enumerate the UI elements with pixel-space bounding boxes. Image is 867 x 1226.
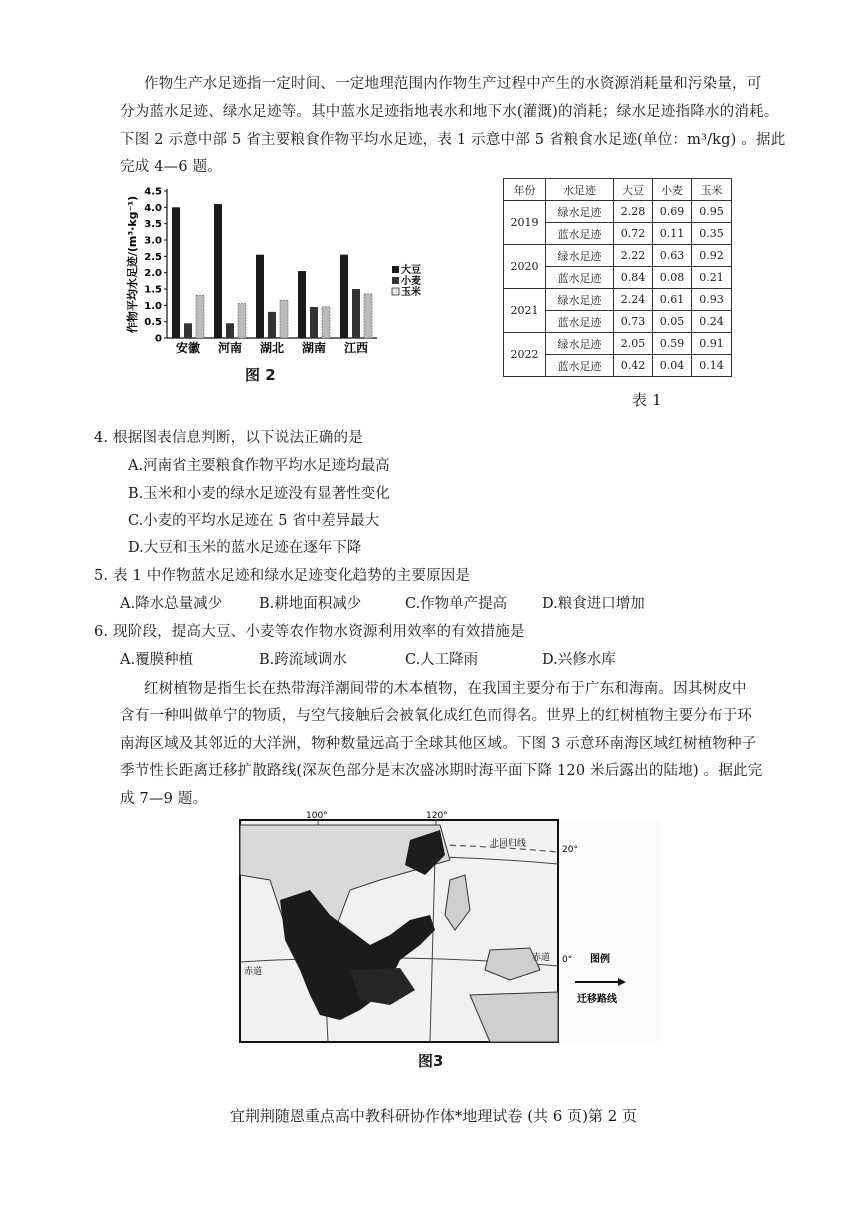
legend-swatch xyxy=(392,277,399,284)
y-tick-label: 0 xyxy=(155,333,162,345)
bar-大豆 xyxy=(298,271,306,338)
table1-header-soybean: 大豆 xyxy=(614,179,653,201)
map-legend-label: 迁移路线 xyxy=(577,994,617,1005)
lon-label-100: 100° xyxy=(306,811,328,821)
intro2-line-4: 季节性长距离迁移扩散路线(深灰色部分是末次盛冰期时海平面下降 120 米后露出的陆地) 。据此完 xyxy=(120,763,763,779)
table1-cell: 2.28 xyxy=(614,201,653,223)
legend-swatch xyxy=(392,288,399,295)
lon-label-120: 120° xyxy=(426,811,448,821)
y-tick-label: 4.5 xyxy=(144,186,162,198)
table1-cell: 2.22 xyxy=(614,245,653,267)
bar-大豆 xyxy=(340,255,348,338)
table1-type: 蓝水足迹 xyxy=(546,355,614,377)
table1-cell: 0.92 xyxy=(692,245,732,267)
lat-label-20: 20° xyxy=(562,845,578,855)
table1-cell: 0.08 xyxy=(653,267,692,289)
table1-cell: 2.24 xyxy=(614,289,653,311)
q6-stem: 6. 现阶段，提高大豆、小麦等农作物水资源利用效率的有效措施是 xyxy=(94,624,525,640)
q4-option-a: A.河南省主要粮食作物平均水足迹均最高 xyxy=(128,458,390,474)
q5-option-b: B.耕地面积减少 xyxy=(259,596,362,612)
table1-header-type: 水足迹 xyxy=(546,179,614,201)
table1-cell: 0.63 xyxy=(653,245,692,267)
y-tick-label: 0.5 xyxy=(144,317,162,329)
table1-cell: 0.21 xyxy=(692,267,732,289)
table1-cell: 0.84 xyxy=(614,267,653,289)
q6-option-c: C.人工降雨 xyxy=(405,652,479,668)
table1 xyxy=(503,178,732,377)
table1-cell: 0.72 xyxy=(614,223,653,245)
table1-cell: 0.04 xyxy=(653,355,692,377)
table-row xyxy=(504,245,732,267)
y-tick-label: 3.5 xyxy=(144,219,162,231)
figure2-bar-chart xyxy=(122,188,457,388)
bar-小麦 xyxy=(268,312,276,338)
equator-label-right: 赤道 xyxy=(532,953,551,963)
table1-year: 2019 xyxy=(504,201,546,245)
y-tick-label: 2.0 xyxy=(144,268,162,280)
table-row xyxy=(504,289,732,311)
table1-cell: 0.91 xyxy=(692,333,732,355)
bar-玉米 xyxy=(280,300,288,338)
bar-玉米 xyxy=(238,304,246,338)
table1-cell: 2.05 xyxy=(614,333,653,355)
table-row xyxy=(504,201,732,223)
x-tick-label: 湖南 xyxy=(301,341,327,355)
bar-玉米 xyxy=(196,296,204,338)
equator-label-left: 赤道 xyxy=(244,967,263,977)
legend-label: 玉米 xyxy=(401,287,421,298)
y-tick-label: 1.5 xyxy=(144,284,162,296)
bar-小麦 xyxy=(184,323,192,338)
table1-type: 绿水足迹 xyxy=(546,245,614,267)
bar-大豆 xyxy=(256,255,264,338)
table1-header-year: 年份 xyxy=(504,179,546,201)
table1-cell: 0.69 xyxy=(653,201,692,223)
page-footer: 宜荆荆随恩重点高中教科研协作体*地理试卷 (共 6 页)第 2 页 xyxy=(229,1107,638,1125)
figure3-map xyxy=(240,811,660,1042)
x-tick-label: 河南 xyxy=(217,341,243,355)
map-legend-title: 图例 xyxy=(590,954,610,965)
table1-cell: 0.14 xyxy=(692,355,732,377)
table1-header-wheat: 小麦 xyxy=(653,179,692,201)
q6-option-d: D.兴修水库 xyxy=(542,652,616,668)
figure2-caption: 图 2 xyxy=(245,366,276,384)
bar-玉米 xyxy=(322,307,330,338)
table1-cell: 0.95 xyxy=(692,201,732,223)
bar-小麦 xyxy=(226,323,234,338)
legend-label: 小麦 xyxy=(401,276,421,287)
table1-type: 绿水足迹 xyxy=(546,333,614,355)
table1-cell: 0.05 xyxy=(653,311,692,333)
table1-cell: 0.73 xyxy=(614,311,653,333)
table1-type: 绿水足迹 xyxy=(546,201,614,223)
q5-option-c: C.作物单产提高 xyxy=(405,596,508,612)
y-tick-label: 1.0 xyxy=(144,300,162,312)
table1-header-row xyxy=(504,179,732,201)
table1-type: 绿水足迹 xyxy=(546,289,614,311)
bar-小麦 xyxy=(310,307,318,338)
q4-stem: 4. 根据图表信息判断，以下说法正确的是 xyxy=(94,430,363,446)
legend-swatch xyxy=(392,266,399,273)
y-tick-label: 2.5 xyxy=(144,251,162,263)
table1-cell: 0.93 xyxy=(692,289,732,311)
table1-cell: 0.59 xyxy=(653,333,692,355)
y-tick-label: 3.0 xyxy=(144,235,162,247)
intro2-line-3: 南海区域及其邻近的大洋洲，物种数量远高于全球其他区域。下图 3 示意环南海区域红树植物种子 xyxy=(120,736,757,752)
table1-type: 蓝水足迹 xyxy=(546,311,614,333)
x-tick-label: 安徽 xyxy=(175,341,201,355)
table1-type: 蓝水足迹 xyxy=(546,223,614,245)
intro-line-2: 分为蓝水足迹、绿水足迹等。其中蓝水足迹指地表水和地下水(灌溉)的消耗；绿水足迹指降水的消耗。 xyxy=(120,104,779,120)
table1-cell: 0.42 xyxy=(614,355,653,377)
x-tick-label: 湖北 xyxy=(259,341,285,355)
q5-stem: 5. 表 1 中作物蓝水足迹和绿水足迹变化趋势的主要原因是 xyxy=(94,568,471,584)
q5-option-a: A.降水总量减少 xyxy=(120,596,223,612)
bar-大豆 xyxy=(172,207,180,338)
intro-line-3: 下图 2 示意中部 5 省主要粮食作物平均水足迹，表 1 示意中部 5 省粮食水足迹(单位：m³/kg) 。据此 xyxy=(120,132,786,148)
x-tick-label: 江西 xyxy=(343,341,369,355)
table1-caption: 表 1 xyxy=(632,391,662,409)
table1-year: 2020 xyxy=(504,245,546,289)
q5-option-d: D.粮食进口增加 xyxy=(542,596,645,612)
intro2-line-1: 红树植物是指生长在热带海洋潮间带的木本植物，在我国主要分布于广东和海南。因其树皮中 xyxy=(144,681,747,697)
intro2-line-5: 成 7—9 题。 xyxy=(120,791,208,807)
bar-大豆 xyxy=(214,204,222,338)
y-tick-label: 4.0 xyxy=(144,202,162,214)
bar-小麦 xyxy=(352,289,360,338)
table1-cell: 0.11 xyxy=(653,223,692,245)
table-row xyxy=(504,333,732,355)
table1-header-corn: 玉米 xyxy=(692,179,732,201)
bar-玉米 xyxy=(364,294,372,338)
q4-option-c: C.小麦的平均水足迹在 5 省中差异最大 xyxy=(128,513,380,529)
intro-line-4: 完成 4—6 题。 xyxy=(120,159,222,175)
table1-cell: 0.61 xyxy=(653,289,692,311)
table1-year: 2021 xyxy=(504,289,546,333)
table1-year: 2022 xyxy=(504,333,546,377)
intro2-line-2: 含有一种叫做单宁的物质，与空气接触后会被氧化成红色而得名。世界上的红树植物主要分布于环 xyxy=(120,708,753,724)
table1-cell: 0.35 xyxy=(692,223,732,245)
lat-label-0: 0° xyxy=(562,955,573,965)
y-axis-label: 作物平均水足迹/(m³·kg⁻¹) xyxy=(126,195,139,334)
q4-option-d: D.大豆和玉米的蓝水足迹在逐年下降 xyxy=(128,540,362,556)
intro-line-1: 作物生产水足迹指一定时间、一定地理范围内作物生产过程中产生的水资源消耗量和污染量，可 xyxy=(144,76,762,92)
q6-option-a: A.覆膜种植 xyxy=(120,652,194,668)
figure3-caption: 图3 xyxy=(418,1052,444,1070)
legend-label: 大豆 xyxy=(401,265,421,276)
q4-option-b: B.玉米和小麦的绿水足迹没有显著性变化 xyxy=(128,486,390,502)
tropic-label: 北回归线 xyxy=(490,839,527,849)
table1-type: 蓝水足迹 xyxy=(546,267,614,289)
q6-option-b: B.跨流域调水 xyxy=(259,652,347,668)
table1-cell: 0.24 xyxy=(692,311,732,333)
